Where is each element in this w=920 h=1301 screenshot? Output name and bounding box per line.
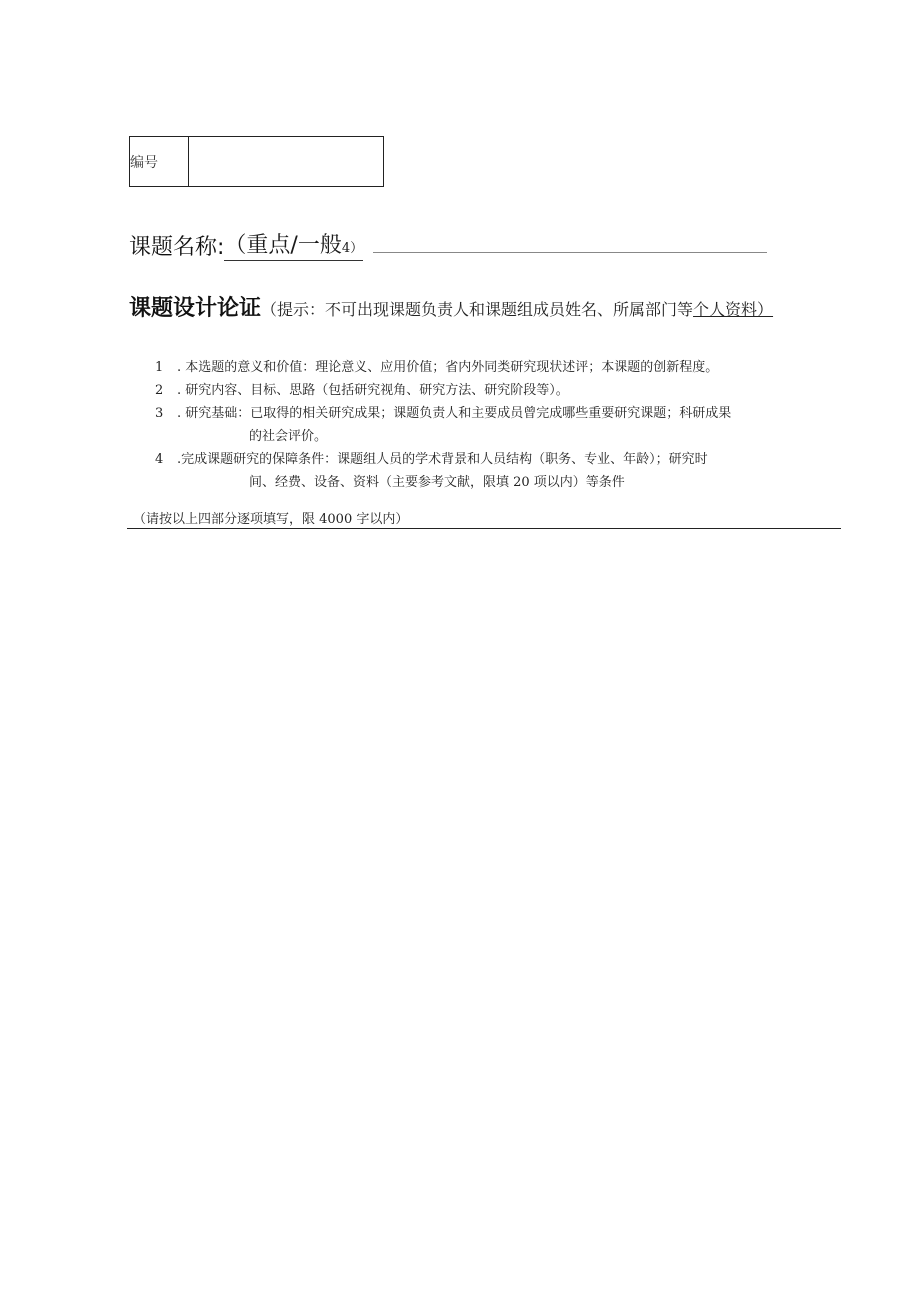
project-type-tag [224, 228, 363, 261]
design-hint [261, 300, 773, 319]
item-text: . 本选题的意义和价值：理论意义、应用价值；省内外同类研究现状述评；本课题的创新程度。 [177, 360, 719, 375]
id-number-label: 编号 [130, 137, 189, 186]
item-text: . 研究基础：已取得的相关研究成果；课题负责人和主要成员曾完成哪些重要研究课题；科研成果 [177, 406, 732, 421]
requirements-list [155, 356, 845, 494]
list-item [155, 356, 845, 379]
design-hint-underlined: 个人资料） [693, 300, 774, 319]
item-text-continuation: 的社会评价。 [249, 429, 328, 444]
project-title-label: 课题名称: [129, 235, 225, 260]
item-number: 2 [155, 383, 164, 398]
id-number-table [129, 136, 384, 187]
item-number: 1 [155, 360, 164, 375]
id-number-field[interactable] [189, 137, 383, 186]
item-number: 4 [155, 452, 164, 467]
item-text: . 研究内容、目标、思路（包括研究视角、研究方法、研究阶段等）。 [177, 383, 569, 398]
item-number: 3 [155, 406, 164, 421]
project-title-field[interactable] [373, 252, 767, 253]
list-item [155, 402, 845, 448]
project-type-text: （重点/一般 [224, 233, 342, 258]
design-heading-title: 课题设计论证 [129, 296, 262, 321]
project-type-footnote: 4） [341, 241, 364, 256]
list-item [155, 448, 845, 494]
word-limit-note: （请按以上四部分逐项填写，限 4000 字以内） [133, 512, 409, 527]
design-hint-text: （提示：不可出现课题负责人和课题组成员姓名、所属部门等 [261, 300, 694, 319]
project-title-row [129, 228, 363, 261]
design-section-heading [129, 294, 829, 325]
item-text: .完成课题研究的保障条件：课题组人员的学术背景和人员结构（职务、专业、年龄）；研究时 [177, 452, 708, 467]
item-text-continuation: 间、经费、设备、资料（主要参考文献，限填 20 项以内）等条件 [249, 475, 625, 490]
section-divider [127, 528, 841, 529]
list-item [155, 379, 845, 402]
